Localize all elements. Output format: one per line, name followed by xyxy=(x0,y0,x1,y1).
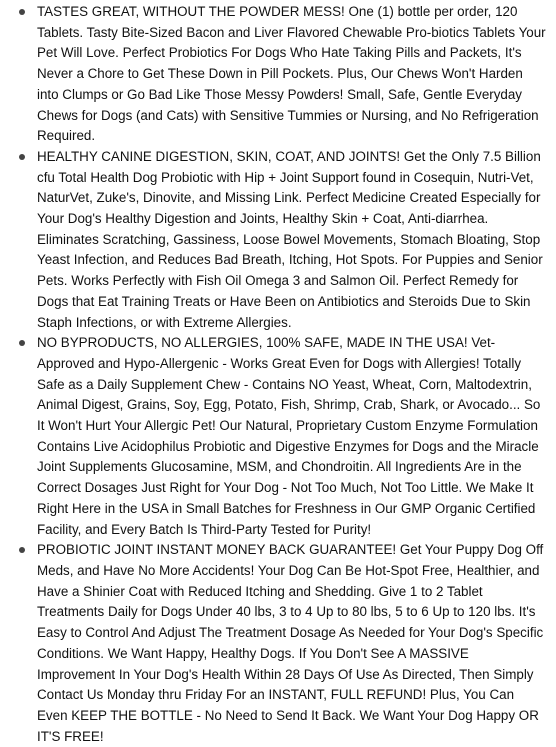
bullet-text: NO BYPRODUCTS, NO ALLERGIES, 100% SAFE, MADE IN THE USA! Vet-Approved and Hypo-Allergenic - Works Great Even for Dogs with Allergies! Totally Safe as a Daily Supplement Chew - Contains NO Yeast, Wheat, Corn, Maltodextrin, Animal Digest, Grains, Soy, Egg, Potato, Fish, Shrimp, Crab, Shark, or Avocado... So It Won't Hurt Your Allergic Pet! Our Natural, Proprietary Custom Enzyme Formulation Contains Live Acidophilus Probiotic and Digestive Enzymes for Dogs and the Miracle Joint Supplements Glucosamine, MSM, and Chondroitin. All Ingredients Are in the Correct Dosages Just Right for Your Dog - Not Too Much, Not Too Little. We Make It Right Here in the USA in Small Batches for Freshness in Our GMP Organic Certified Facility, and Every Batch Is Third-Party Tested for Purity! xyxy=(37,335,541,537)
bullet-dot-icon xyxy=(19,547,25,553)
bullet-text: HEALTHY CANINE DIGESTION, SKIN, COAT, AND JOINTS! Get the Only 7.5 Billion cfu Total Health Dog Probiotic with Hip + Joint Support found in Cosequin, Nutri-Vet, NaturVet, Zuke's, Dinovite, and Missing Link. Perfect Medicine Created Especially for Your Dog's Healthy Digestion and Joints, Healthy Skin + Coat, Anti-diarrhea. Eliminates Scratching, Gassiness, Loose Bowel Movements, Stomach Bloating, Stop Yeast Infection, and Reduces Bad Breath, Itching, Hot Spots. For Puppies and Senior Pets. Works Perfectly with Fish Oil Omega 3 and Salmon Oil. Perfect Remedy for Dogs that Eat Training Treats or Have Been on Antibiotics and Steroids Due to Skin Staph Infections, or with Extreme Allergies. xyxy=(37,148,543,330)
bullet-text: TASTES GREAT, WITHOUT THE POWDER MESS! One (1) bottle per order, 120 Tablets. Tasty Bite-Sized Bacon and Liver Flavored Chewable Pro-biotics Tablets Your Pet Will Love. Perfect Probiotics For Dogs Who Hate Taking Pills and Packets, It's Never a Chore to Get These Down in Pill Pockets. Plus, Our Chews Won't Harden into Clumps or Go Bad Like Those Messy Powders! Small, Safe, Gentle Everyday Chews for Dogs (and Cats) with Sensitive Tummies or Nursing, and No Refrigeration Required. xyxy=(37,4,546,144)
bullet-dot-icon xyxy=(19,154,25,160)
bullet-text: PROBIOTIC JOINT INSTANT MONEY BACK GUARANTEE! Get Your Puppy Dog Off Meds, and Have No More Accidents! Your Dog Can Be Hot-Spot Free, Healthier, and Have a Shinier Coat with Reduced Itching and Shedding. Give 1 to 2 Tablet Treatments Daily for Dogs Under 40 lbs, 3 to 4 Up to 80 lbs, 5 to 6 Up to 120 lbs. It's Easy to Control And Adjust The Treatment Dosage As Needed for Your Dog's Specific Conditions. We Want Happy, Healthy Dogs. If You Don't See A MASSIVE Improvement In Your Dog's Health Within 28 Days Of Use As Directed, Then Simply Contact Us Monday thru Friday For an INSTANT, FULL REFUND! Plus, You Can Even KEEP THE BOTTLE - No Need to Send It Back. We Want Your Dog Happy OR IT'S FREE! xyxy=(37,542,544,744)
bullet-dot-icon xyxy=(19,9,25,15)
list-item xyxy=(37,147,546,333)
list-item xyxy=(37,2,546,147)
bullet-dot-icon xyxy=(19,340,25,346)
list-item xyxy=(37,540,546,747)
list-item xyxy=(37,333,546,540)
